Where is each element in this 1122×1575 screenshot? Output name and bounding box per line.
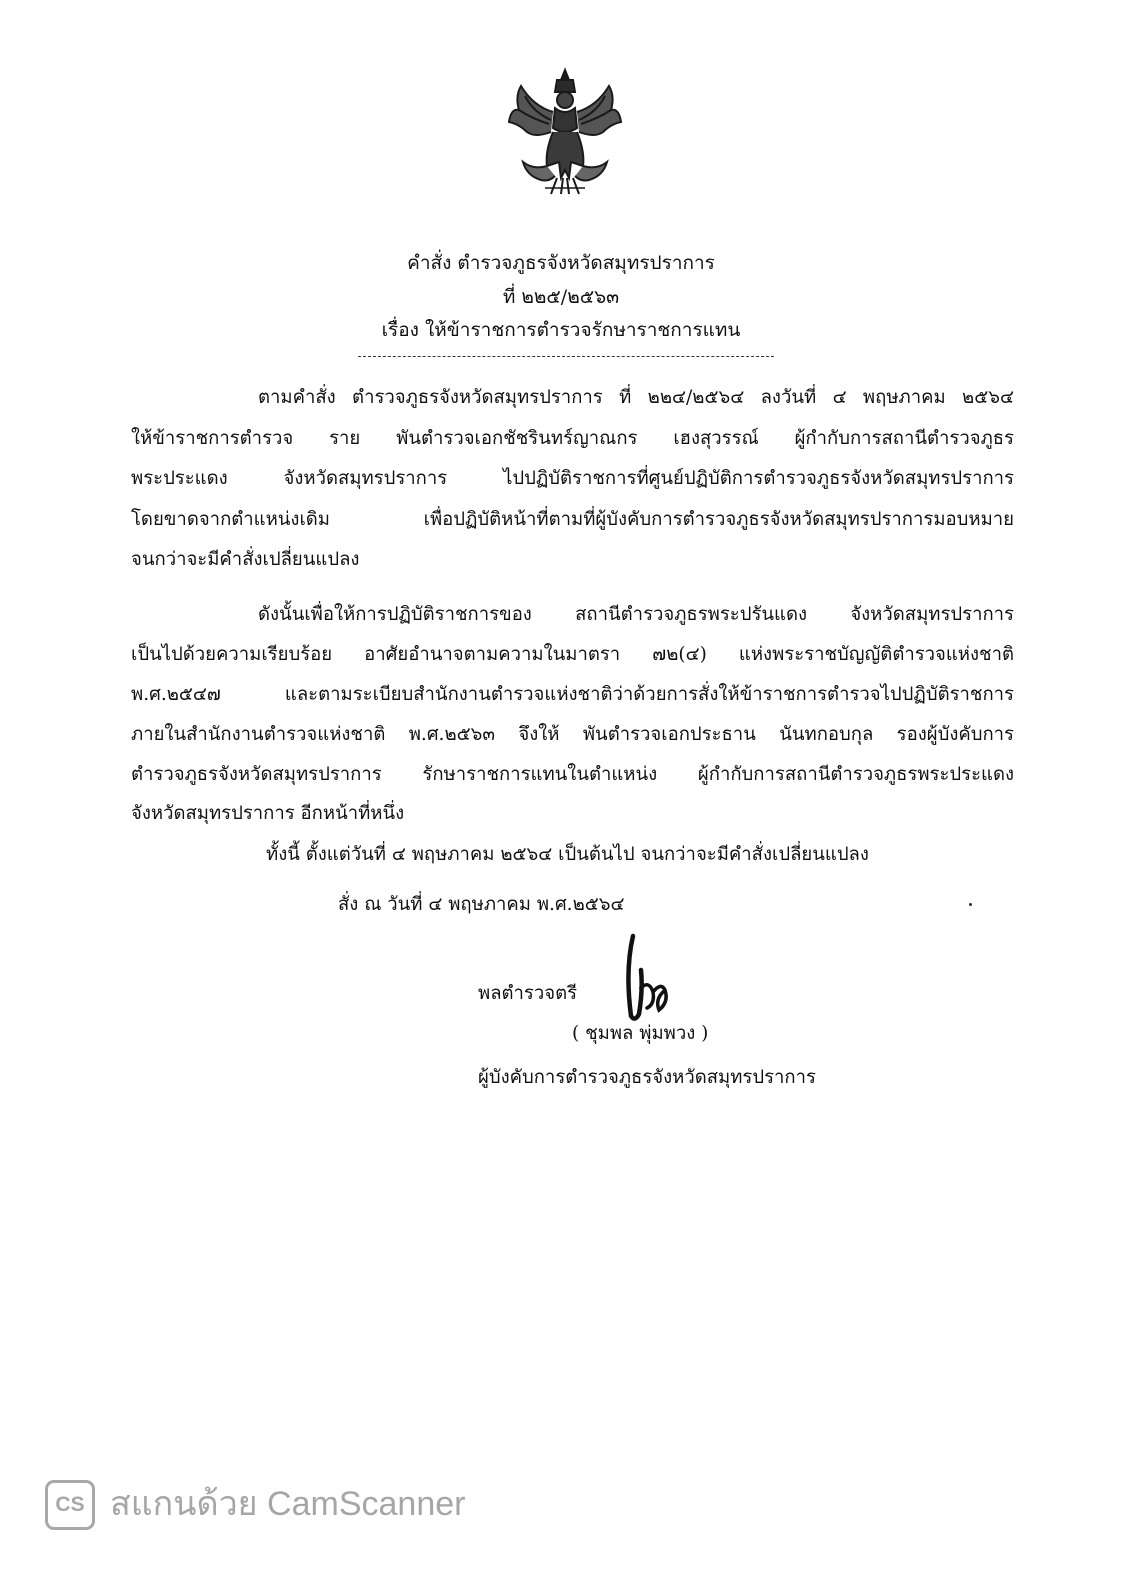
paragraph1-line: ให้ข้าราชการตำรวจ ราย พันตำรวจเอกชัชรินทร์ญาณกร เฮงสุวรรณ์ ผู้กำกับการสถานีตำรวจภูธร — [131, 428, 1014, 449]
paragraph1-line: พระประแดง จังหวัดสมุทรปราการ ไปปฏิบัติราชการที่ศูนย์ปฏิบัติการตำรวจภูธรจังหวัดสมุทรปราการ — [131, 468, 1014, 489]
paragraph1-line: ตามคำสั่ง ตำรวจภูธรจังหวัดสมุทรปราการ ที่ ๒๒๔/๒๕๖๔ ลงวันที่ ๔ พฤษภาคม ๒๕๖๔ — [258, 387, 1014, 408]
signatory-name: ( ชุมพล พุ่มพวง ) — [572, 1023, 709, 1044]
effective-statement: ทั้งนี้ ตั้งแต่วันที่ ๔ พฤษภาคม ๒๕๖๔ เป็นต้นไป จนกว่าจะมีคำสั่งเปลี่ยนแปลง — [266, 844, 869, 865]
order-number: ที่ ๒๒๕/๒๕๖๓ — [502, 286, 620, 308]
paragraph2-line: จังหวัดสมุทรปราการ อีกหน้าที่หนึ่ง — [131, 803, 405, 824]
handwritten-signature — [615, 930, 685, 1025]
paragraph2-line: ดังนั้นเพื่อให้การปฏิบัติราชการของ สถานีตำรวจภูธรพระปรันแดง จังหวัดสมุทรปราการ — [258, 604, 1014, 625]
camscanner-watermark: สแกนด้วย CamScanner — [110, 1485, 466, 1523]
paragraph2-line: ตำรวจภูธรจังหวัดสมุทรปราการ รักษาราชการแทนในตำแหน่ง ผู้กำกับการสถานีตำรวจภูธรพระประแดง — [131, 764, 1014, 785]
paragraph2-line: เป็นไปด้วยความเรียบร้อย อาศัยอำนาจตามความในมาตรา ๗๒(๔) แห่งพระราชบัญญัติตำรวจแห่งชาติ — [131, 644, 1014, 665]
signatory-rank: พลตำรวจตรี — [478, 983, 578, 1004]
paragraph1-line: โดยขาดจากตำแหน่งเดิม เพื่อปฏิบัติหน้าที่ตามที่ผู้บังคับการตำรวจภูธรจังหวัดสมุทรปราการมอบหมาย — [131, 509, 1014, 530]
paragraph2-line: พ.ศ.๒๕๔๗ และตามระเบียบสำนักงานตำรวจแห่งชาติว่าด้วยการสั่งให้ข้าราชการตำรวจไปปฏิบัติราชการ — [131, 684, 1014, 705]
garuda-emblem-icon — [505, 66, 625, 198]
scan-speck — [969, 903, 972, 906]
ordered-date: สั่ง ณ วันที่ ๔ พฤษภาคม พ.ศ.๒๕๖๔ — [338, 894, 625, 915]
signatory-position: ผู้บังคับการตำรวจภูธรจังหวัดสมุทรปราการ — [478, 1067, 816, 1088]
order-subject: เรื่อง ให้ข้าราชการตำรวจรักษาราชการแทน — [381, 319, 741, 341]
paragraph1-line: จนกว่าจะมีคำสั่งเปลี่ยนแปลง — [131, 549, 360, 570]
order-title: คำสั่ง ตำรวจภูธรจังหวัดสมุทรปราการ — [407, 252, 715, 274]
divider-line — [358, 356, 774, 357]
camscanner-logo-icon: CS — [45, 1480, 95, 1530]
paragraph2-line: ภายในสำนักงานตำรวจแห่งชาติ พ.ศ.๒๕๖๓ จึงให้ พันตำรวจเอกประธาน นันทกอบกุล รองผู้บังคับการ — [131, 724, 1014, 745]
